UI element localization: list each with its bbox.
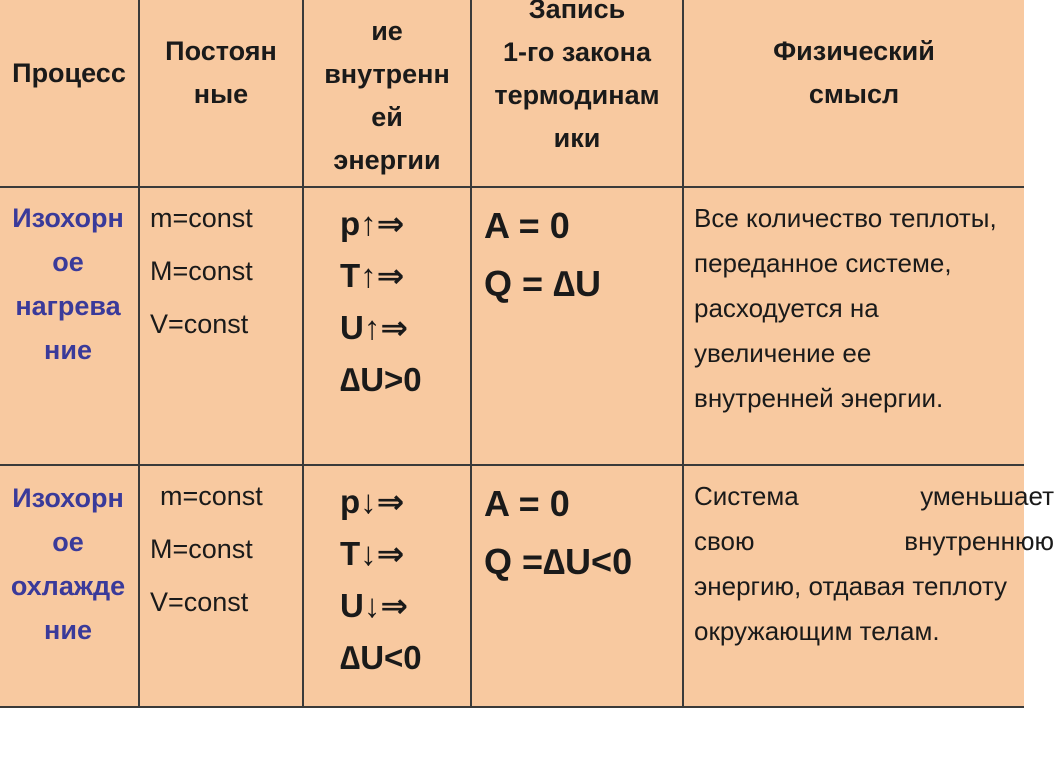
law-line: Q = ∆U — [484, 263, 602, 304]
row-divider — [0, 186, 1024, 188]
meaning-line: переданное системе, — [694, 248, 952, 278]
header-process — [0, 52, 138, 95]
meaning-line — [694, 474, 1054, 519]
first-law-record — [484, 475, 680, 591]
header-constants-line: ные — [193, 79, 249, 109]
header-constants — [140, 30, 302, 116]
header-law — [472, 0, 682, 160]
meaning-word: уменьшает — [920, 481, 1054, 511]
header-meaning — [684, 30, 1024, 116]
header-law-line: Запись — [528, 0, 626, 24]
energy-change-list — [340, 476, 468, 684]
energy-change-list — [340, 198, 468, 406]
header-meaning-line: Физический — [773, 36, 935, 66]
header-energy-line: ие — [371, 16, 403, 46]
meaning-line: внутренней энергии. — [694, 383, 944, 413]
header-constants-line: Постоян — [165, 36, 277, 66]
law-line: A = 0 — [484, 483, 570, 524]
change-item: p↓⇒ — [340, 483, 405, 520]
meaning-line: Все количество теплоты, — [694, 203, 997, 233]
meaning-line: расходуется на — [694, 293, 879, 323]
process-name-line: ое — [52, 247, 84, 277]
law-line: A = 0 — [484, 205, 570, 246]
constant-item: M=const — [150, 256, 253, 286]
constant-item: m=const — [150, 203, 253, 233]
constant-item: M=const — [150, 534, 253, 564]
process-name-line: ние — [44, 615, 92, 645]
header-energy-line: ей — [371, 102, 403, 132]
constants-list — [150, 192, 300, 351]
row-divider — [0, 706, 1024, 708]
change-item: T↓⇒ — [340, 535, 405, 572]
header-energy-change — [304, 10, 470, 182]
physical-meaning — [694, 474, 1054, 654]
constant-item: V=const — [150, 309, 249, 339]
change-item: U↑⇒ — [340, 309, 408, 346]
change-item: T↑⇒ — [340, 257, 405, 294]
header-process-text: Процесс — [12, 58, 126, 88]
meaning-line: окружающим телам. — [694, 616, 940, 646]
meaning-word: свою — [694, 526, 755, 556]
process-name-line: охлажде — [10, 571, 126, 601]
constant-item: V=const — [150, 587, 249, 617]
change-item: p↑⇒ — [340, 205, 405, 242]
first-law-record — [484, 197, 680, 313]
header-law-line: термодинам — [494, 80, 660, 110]
change-item: ∆U>0 — [340, 361, 422, 398]
meaning-word: внутреннюю — [904, 526, 1054, 556]
change-item: ∆U<0 — [340, 639, 422, 676]
header-law-line: ики — [553, 123, 601, 153]
process-name-line: Изохорн — [12, 483, 124, 513]
constant-item: m=const — [160, 481, 263, 511]
constants-list — [150, 470, 300, 629]
process-name-line: Изохорн — [12, 203, 124, 233]
process-name-line: нагрева — [15, 291, 121, 321]
header-meaning-line: смысл — [808, 79, 900, 109]
change-item: U↓⇒ — [340, 587, 408, 624]
header-law-line: 1-го закона — [503, 37, 651, 67]
row-divider — [0, 464, 1024, 466]
meaning-word: Система — [694, 481, 799, 511]
law-line: Q =∆U<0 — [484, 541, 633, 582]
physical-meaning — [694, 196, 1024, 421]
process-name-line: ое — [52, 527, 84, 557]
process-name-line: ние — [44, 335, 92, 365]
header-energy-line: внутренн — [324, 59, 450, 89]
meaning-line — [694, 519, 1054, 564]
meaning-line: увеличение ее — [694, 338, 872, 368]
process-isochoric-heating — [0, 196, 136, 372]
header-energy-line: энергии — [333, 145, 441, 175]
process-isochoric-cooling — [0, 476, 136, 652]
meaning-line: энергию, отдавая теплоту — [694, 571, 1008, 601]
